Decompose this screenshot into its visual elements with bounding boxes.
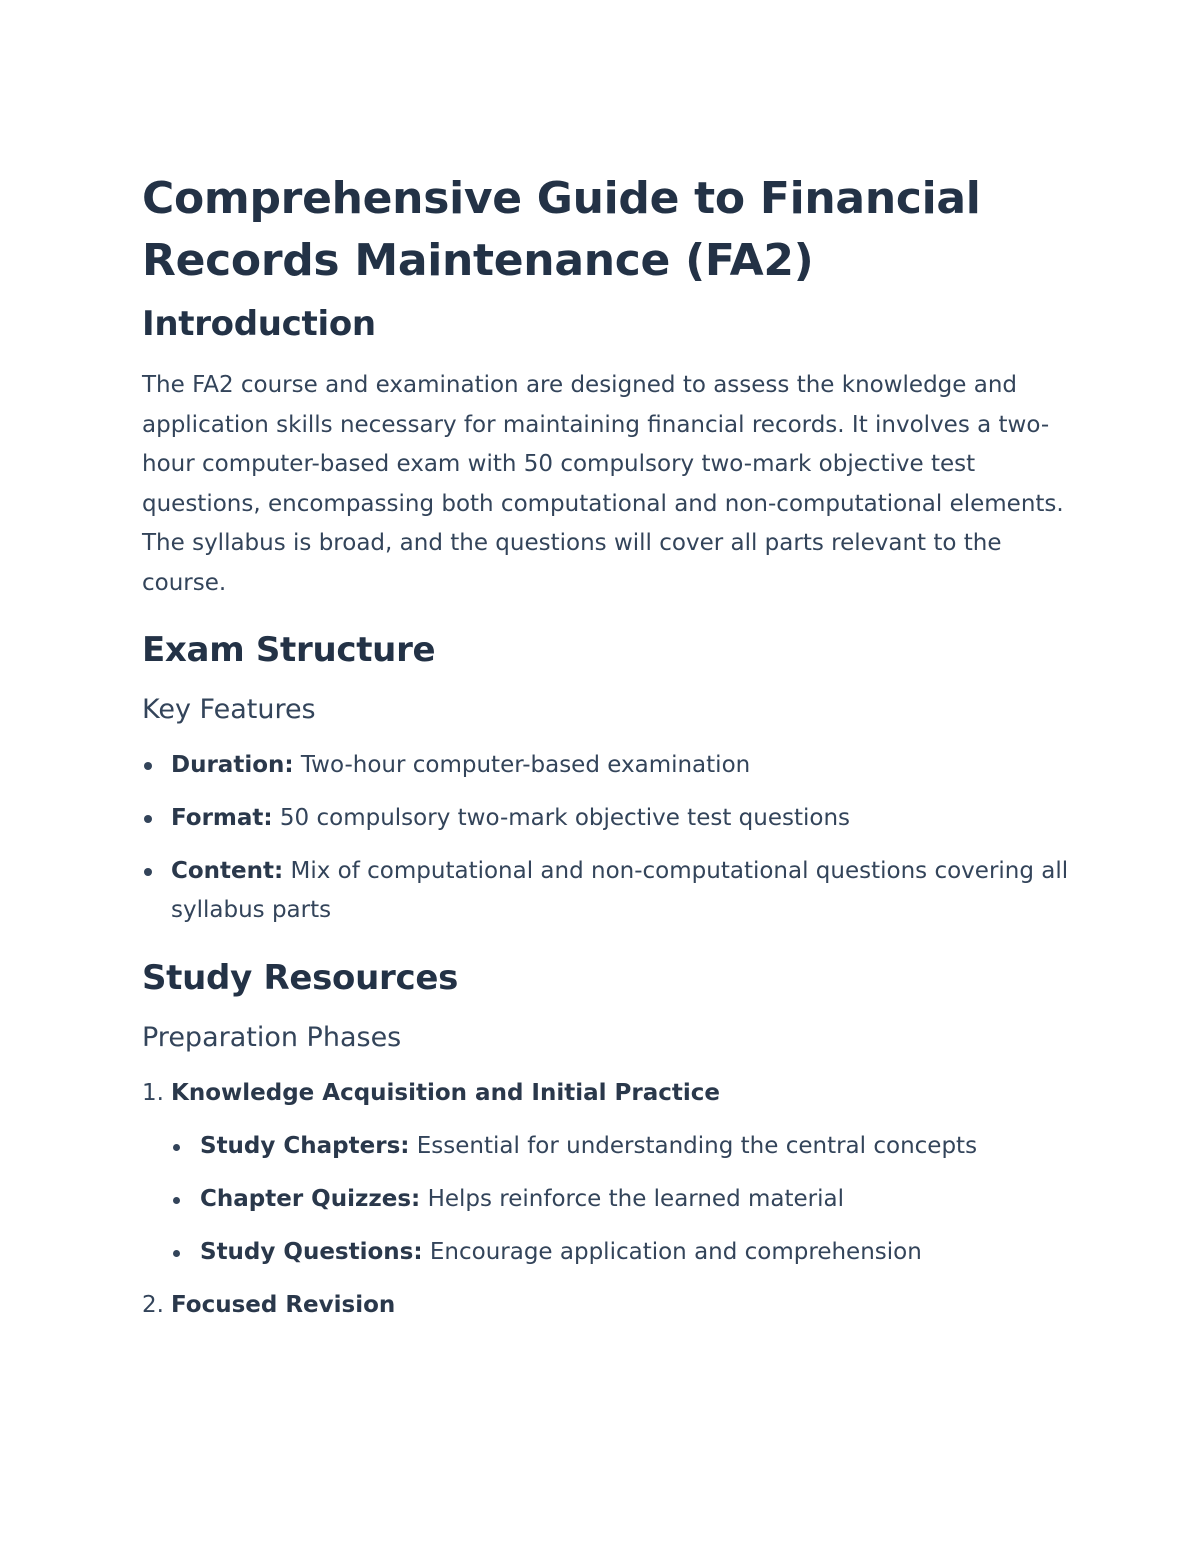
item-label: Chapter Quizzes:: [200, 1185, 421, 1212]
item-label: Study Chapters:: [200, 1132, 410, 1159]
phase-title: Focused Revision: [171, 1291, 396, 1318]
item-text: Essential for understanding the central concepts: [409, 1132, 978, 1159]
bullet-icon: [144, 762, 152, 770]
phase-number: 2.: [142, 1291, 164, 1318]
list-item: [142, 799, 1072, 838]
exam-structure-heading: Exam Structure: [142, 629, 436, 670]
item-label: Study Questions:: [200, 1238, 423, 1265]
list-item: [171, 1233, 1072, 1272]
item-text: 50 compulsory two-mark objective test questions: [272, 804, 851, 831]
phase-number: 1.: [142, 1079, 164, 1106]
study-resources-heading: Study Resources: [142, 957, 459, 998]
item-label: Duration:: [171, 751, 294, 778]
list-item: [142, 852, 1072, 930]
phase-sub-list: [171, 1127, 1072, 1272]
item-label: Format:: [171, 804, 273, 831]
phase-item: [142, 1074, 1072, 1272]
item-label: Content:: [171, 857, 284, 884]
bullet-icon: [144, 868, 152, 876]
bullet-icon: [144, 815, 152, 823]
key-features-list: [142, 746, 1072, 930]
page-title: Comprehensive Guide to Financial Records Maintenance (FA2): [142, 173, 981, 286]
introduction-heading: Introduction: [142, 304, 376, 344]
item-text: Two-hour computer-based examination: [293, 751, 751, 778]
list-item: [142, 746, 1072, 785]
bullet-icon: [173, 1144, 180, 1151]
list-item: [171, 1127, 1072, 1166]
item-text: Encourage application and comprehension: [422, 1238, 922, 1265]
bullet-icon: [173, 1250, 180, 1257]
list-item: [171, 1180, 1072, 1219]
item-text: Helps reinforce the learned material: [420, 1185, 844, 1212]
document-page: [142, 168, 1072, 1325]
phase-item: [142, 1286, 1072, 1325]
preparation-phases-list: [142, 1074, 1072, 1325]
bullet-icon: [173, 1197, 180, 1204]
key-features-heading: Key Features: [142, 693, 316, 725]
preparation-phases-heading: Preparation Phases: [142, 1021, 402, 1053]
item-text: Mix of computational and non-computational questions covering all syllabus parts: [171, 857, 1069, 923]
introduction-paragraph: The FA2 course and examination are designed to assess the knowledge and application skills necessary for maintaining financial records. It involves a two-hour computer-based exam with 50 compulsory two-mark objective test questions, encompassing both computational and non-computational elements. The syllabus is broad, and the questions will cover all parts relevant to the course.: [142, 372, 1064, 596]
phase-title: Knowledge Acquisition and Initial Practice: [171, 1079, 720, 1106]
